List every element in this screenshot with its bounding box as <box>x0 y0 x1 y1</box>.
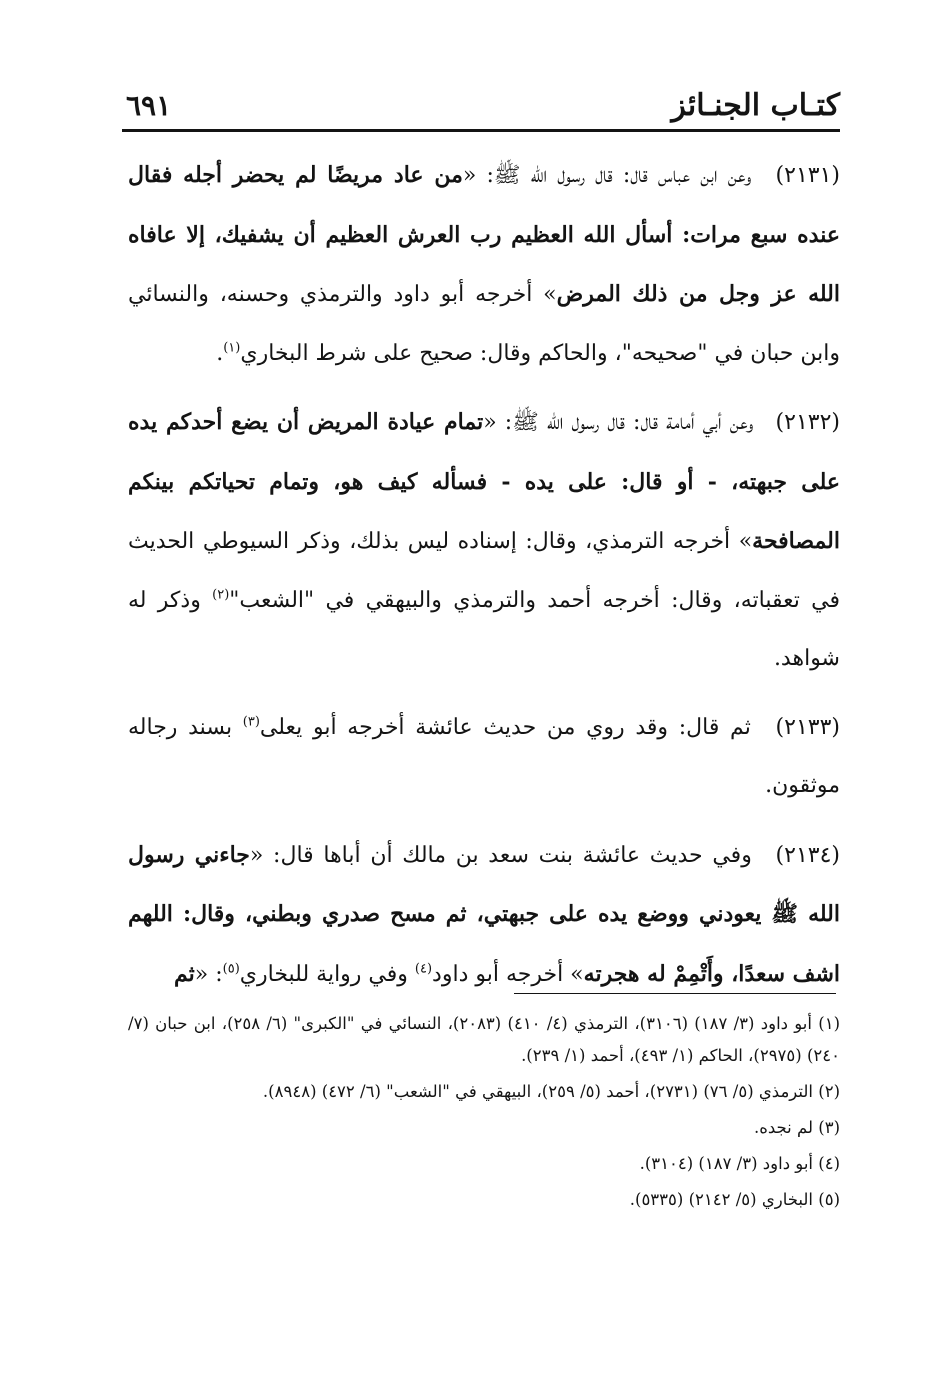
header-rule <box>122 129 840 132</box>
main-text <box>128 146 840 1014</box>
footnote-ref: (١) <box>223 340 241 356</box>
footnote-ref: (٤) <box>414 961 433 977</box>
footnote-ref: (٥) <box>222 961 240 977</box>
hadith-quote: ثم <box>174 960 195 987</box>
hadith-number: (٢١٣١) <box>775 163 840 188</box>
hadith-number: (٢١٣٤) <box>775 842 840 868</box>
hadith-quote: جاءني رسول الله ﷺ يعودني ووضع يده على جبهتي، ثم مسح صدري وبطني، وقال: اللهم اشف سعدًا، وأَتْمِمْ له هجرته <box>128 841 840 987</box>
hadith-text: : « <box>194 961 223 987</box>
footnote-1: (١) أبو داود (٣/ ١٨٧) (٣١٠٦)، الترمذي (٤/ ٤١٠) (٢٠٨٣)، النسائي في "الكبرى" (٦/ ٢٥٨)، ابن حبان (٧/ ٢٤٠) (٢٩٧٥)، الحاكم (١/ ٤٩٣)، أحمد (١/ ٢٣٩). <box>128 1014 840 1065</box>
hadith-text: » أخرجه الترمذي، وقال: إسناده ليس بذلك، وذكر السيوطي الحديث في تعقباته، وقال: أخرجه أحمد والترمذي والبيهقي في "الشعب" <box>128 529 840 613</box>
hadith-2133 <box>128 699 840 816</box>
hadith-2134 <box>128 826 840 1005</box>
hadith-2132 <box>128 393 840 689</box>
footnote-rule <box>514 993 836 994</box>
footnote-3: (٣) لم نجده. <box>753 1118 840 1137</box>
hadith-text: وذكر له شواهد. <box>128 587 840 671</box>
hadith-text: » أخرجه أبو داود والترمذي وحسنه، والنسائي وابن حبان في "صحيحه"، والحاكم وقال: صحيح على شرط البخاري <box>128 282 840 366</box>
running-head: كتـاب الجنـائز <box>671 88 840 123</box>
hadith-text: . <box>216 340 224 366</box>
footnote-2: (٢) الترمذي (٥/ ٧٦) (٢٧٣١)، أحمد (٥/ ٢٥٩)، البيهقي في "الشعب" (٦/ ٤٧٢) (٨٩٤٨). <box>262 1082 840 1101</box>
footnote-ref: (٣) <box>242 714 260 730</box>
hadith-quote: تمام عيادة المريض أن يضع أحدكم يده على جبهته <box>128 409 841 495</box>
hadith-text: ثم قال: وقد روي من حديث عائشة أخرجه أبو يعلى <box>259 714 751 740</box>
footnote-5: (٥) البخاري (٥/ ٢١٤٢) (٥٣٣٥). <box>629 1190 840 1209</box>
hadith-text: وعن ابن عباس قال: قال رسول الله ﷺ: « <box>462 163 752 188</box>
hadith-number: (٢١٣٣) <box>775 714 840 740</box>
hadith-text: بسند رجاله موثقون. <box>128 714 840 798</box>
hadith-text: » أخرجه أبو داود <box>432 961 584 987</box>
footnotes <box>128 1008 840 1220</box>
hadith-quote: فسأله كيف هو، وتمام تحياتكم بينكم المصافحة <box>128 468 840 554</box>
hadith-text: وفي رواية للبخاري <box>239 961 415 987</box>
hadith-text: وفي حديث عائشة بنت سعد بن مالك أن أباها قال: « <box>249 842 752 868</box>
footnote-ref: (٢) <box>212 587 230 603</box>
hadith-2131 <box>128 146 840 383</box>
hadith-quote: من عاد مريضًا لم يحضر أجله فقال عنده سبع مرات: أسأل الله العظيم رب العرش العظيم أن يشفيك، إلا عافاه الله عز وجل من ذلك المرض <box>128 162 840 307</box>
hadith-number: (٢١٣٢) <box>775 410 840 435</box>
footnote-4: (٤) أبو داود (٣/ ١٨٧) (٣١٠٤). <box>639 1154 840 1173</box>
hadith-text: ، - أو قال: على يده - <box>487 468 739 495</box>
hadith-text: وعن أبي أمامة قال: قال رسول الله ﷺ: « <box>483 410 754 435</box>
page-header <box>122 86 840 126</box>
page-number: ٦٩١ <box>126 89 172 122</box>
